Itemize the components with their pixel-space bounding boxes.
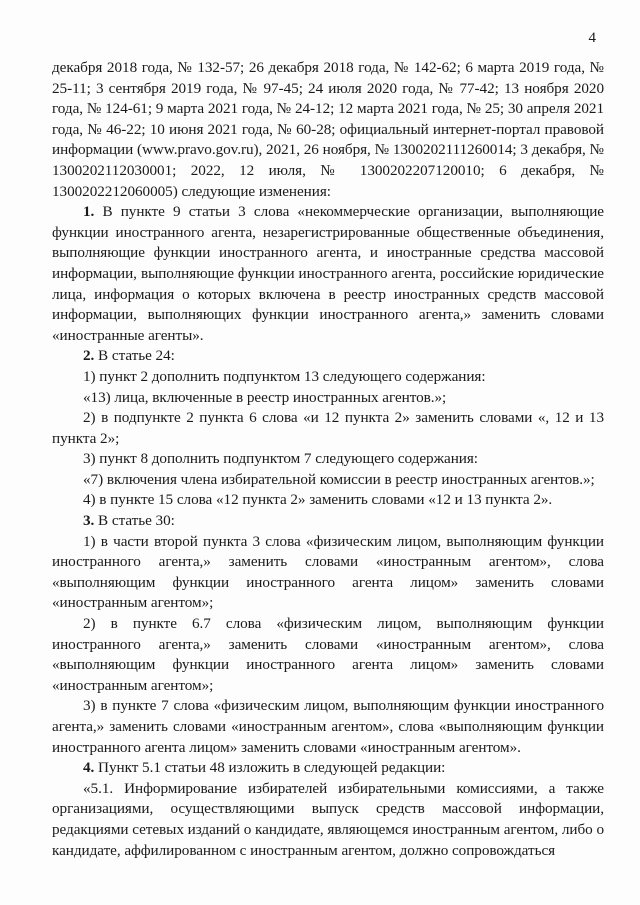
paragraph-text: декабря 2018 года, № 132-57; 26 декабря 2018 года, № 142-62; 6 марта 2019 года, № 25-11; 3 сентября 2019 года, № 97-45; 24 июля 2020 года, № 77-42; 13 ноября 2020 года, № 124-61; 9 марта 2021 года, № 24-12; 12 марта 2021 года, № 25; 30 апреля 2021 года, № 46-22; 10 июня 2021 года, № 60-28; официальный интернет-портал правовой информации (www.pravo.gov.ru), 2021, 26 ноября, № 1300202111260014; 3 декабря, № 1300202112030001; 2022, 12 июля, № 1300202207120010; 6 декабря, № 1300202212060005) следующие изменения: xyxy=(52,59,604,200)
paragraph-text: В пункте 9 статьи 3 слова «некоммерческие организации, выполняющие функции иностранного агента, незарегистрированные общественные объединения, выполняющие функции иностранного агента, и иностранные средства массовой информации, выполняющие функции иностранного агента, российские юридические лица, информация о которых включена в реестр иностранных средств массовой информации, выполняющих функции иностранного агента,» заменить словами «иностранные агенты». xyxy=(52,203,604,344)
paragraph-text: В статье 30: xyxy=(98,512,175,530)
paragraph-text: «7) включения члена избирательной комиссии в реестр иностранных агентов.»; xyxy=(83,470,595,488)
paragraph-text: 3) пункт 8 дополнить подпунктом 7 следующего содержания: xyxy=(83,450,478,468)
paragraph xyxy=(52,696,604,758)
paragraph xyxy=(52,532,604,614)
document-body xyxy=(52,58,604,861)
item-number: 3. xyxy=(83,512,95,530)
paragraph-text: 3) в пункте 7 слова «физическим лицом, выполняющим функции иностранного агента,» заменить словами «иностранным агентом», слова «выполняющим функции иностранного агента лицом» заменить словами «иностранным агентом». xyxy=(52,697,604,756)
item-number: 2. xyxy=(83,347,95,365)
paragraph-text: 2) в пункте 6.7 слова «физическим лицом, выполняющим функции иностранного агента,» заменить словами «иностранным агентом», слова «выполняющим функции иностранного агента лицом» заменить словами «иностранным агентом»; xyxy=(52,615,604,694)
paragraph-text: 1) пункт 2 дополнить подпунктом 13 следующего содержания: xyxy=(83,367,486,385)
paragraph-text: Пункт 5.1 статьи 48 изложить в следующей редакции: xyxy=(98,759,446,777)
paragraph xyxy=(52,346,604,367)
paragraph xyxy=(52,58,604,202)
paragraph-text: «5.1. Информирование избирателей избирательными комиссиями, а также организациями, осуществляющими выпуск средств массовой информации, редакциями сетевых изданий о кандидате, являющемся иностранным агентом, либо о кандидате, аффилированном с иностранным агентом, должно сопровождаться xyxy=(52,779,604,859)
paragraph-text: 1) в части второй пункта 3 слова «физическим лицом, выполняющим функции иностранного агента,» заменить словами «иностранным агентом», слова «выполняющим функции иностранного агента лицом» заменить словами «иностранным агентом»; xyxy=(52,532,604,612)
paragraph xyxy=(52,490,604,511)
paragraph-text: В статье 24: xyxy=(98,347,175,365)
paragraph xyxy=(52,614,604,696)
item-number: 4. xyxy=(83,759,95,777)
paragraph-text: 4) в пункте 15 слова «12 пункта 2» заменить словами «12 и 13 пункта 2». xyxy=(83,491,553,509)
paragraph xyxy=(52,511,604,532)
paragraph xyxy=(52,367,604,388)
paragraph-text: «13) лица, включенные в реестр иностранных агентов.»; xyxy=(83,388,447,406)
paragraph xyxy=(52,470,604,491)
paragraph xyxy=(52,449,604,470)
paragraph xyxy=(52,779,604,861)
paragraph xyxy=(52,408,604,449)
paragraph xyxy=(52,758,604,779)
paragraph-text: 2) в подпункте 2 пункта 6 слова «и 12 пункта 2» заменить словами «, 12 и 13 пункта 2»; xyxy=(52,409,604,447)
item-number: 1. xyxy=(83,203,95,221)
page-number: 4 xyxy=(588,30,596,46)
paragraph xyxy=(52,388,604,409)
paragraph xyxy=(52,202,604,346)
